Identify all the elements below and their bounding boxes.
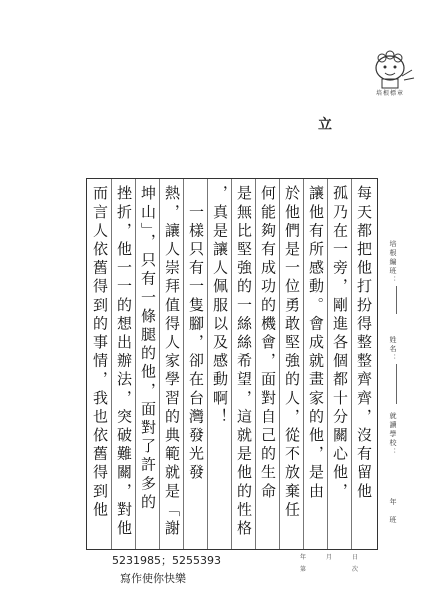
grid-line: [303, 179, 304, 549]
text-column-2: 孤乃在一旁，剛進各個都十分關心他，: [331, 185, 349, 502]
grid-line: [327, 179, 328, 549]
text-column-9: 熱，讓人崇拜值得人家學習的典範就是「謝: [163, 185, 181, 539]
writing-grid: [86, 178, 378, 550]
text-column-4: 於他們是一位勇敢堅強的人，從不放棄任: [283, 185, 301, 520]
grid-line: [207, 179, 208, 549]
name-line: [396, 364, 397, 404]
text-column-7: ，真是讓人佩服以及感動啊！: [211, 185, 229, 427]
text-column-5: 何能夠有成功的機會，面對自己的生命: [259, 185, 277, 502]
no-label: 第: [300, 566, 307, 573]
grid-line: [183, 179, 184, 549]
footer-slogan: 寫作使你快樂: [120, 572, 186, 585]
sheep-mascot-stamp-icon: [360, 46, 418, 94]
text-column-10: 坤山」，只有一條腿的他，面對了許多的: [139, 185, 157, 513]
stamp-label: 培根標章: [375, 90, 404, 97]
year-label: 年: [300, 554, 307, 561]
grid-line: [111, 179, 112, 549]
text-column-1: 每天都把他打扮得整整齊齊，沒有留他: [355, 185, 373, 502]
top-mark: 立: [318, 117, 332, 133]
times-label: 次: [352, 566, 359, 573]
grid-line: [351, 179, 352, 549]
grade-label: 年 班: [389, 498, 397, 525]
class-line: [396, 286, 397, 314]
grid-line: [231, 179, 232, 549]
phone-codes: 5231985；5255393: [112, 554, 221, 567]
text-column-12: 而言人依舊得到的事情，我也依舊得到他: [91, 185, 109, 520]
grid-line: [159, 179, 160, 549]
text-column-8: 一樣只有一隻腳，卻在台灣發光發: [187, 185, 205, 483]
month-label: 月: [326, 554, 333, 561]
grid-line: [135, 179, 136, 549]
name-label: 姓名：: [389, 336, 397, 363]
day-label: 日: [352, 554, 359, 561]
school-label: 就讀學校：: [389, 412, 397, 457]
text-column-6: 是無比堅強的一絲絲希望，這就是他的性格: [235, 185, 253, 539]
grid-line: [255, 179, 256, 549]
text-column-11: 挫折，他一一的想出辦法，突破難關，對他: [115, 185, 133, 539]
class-label: 培根編班：: [389, 240, 397, 285]
text-column-3: 讓他有所感動。會成就畫家的他，是由: [307, 185, 325, 502]
grid-line: [279, 179, 280, 549]
